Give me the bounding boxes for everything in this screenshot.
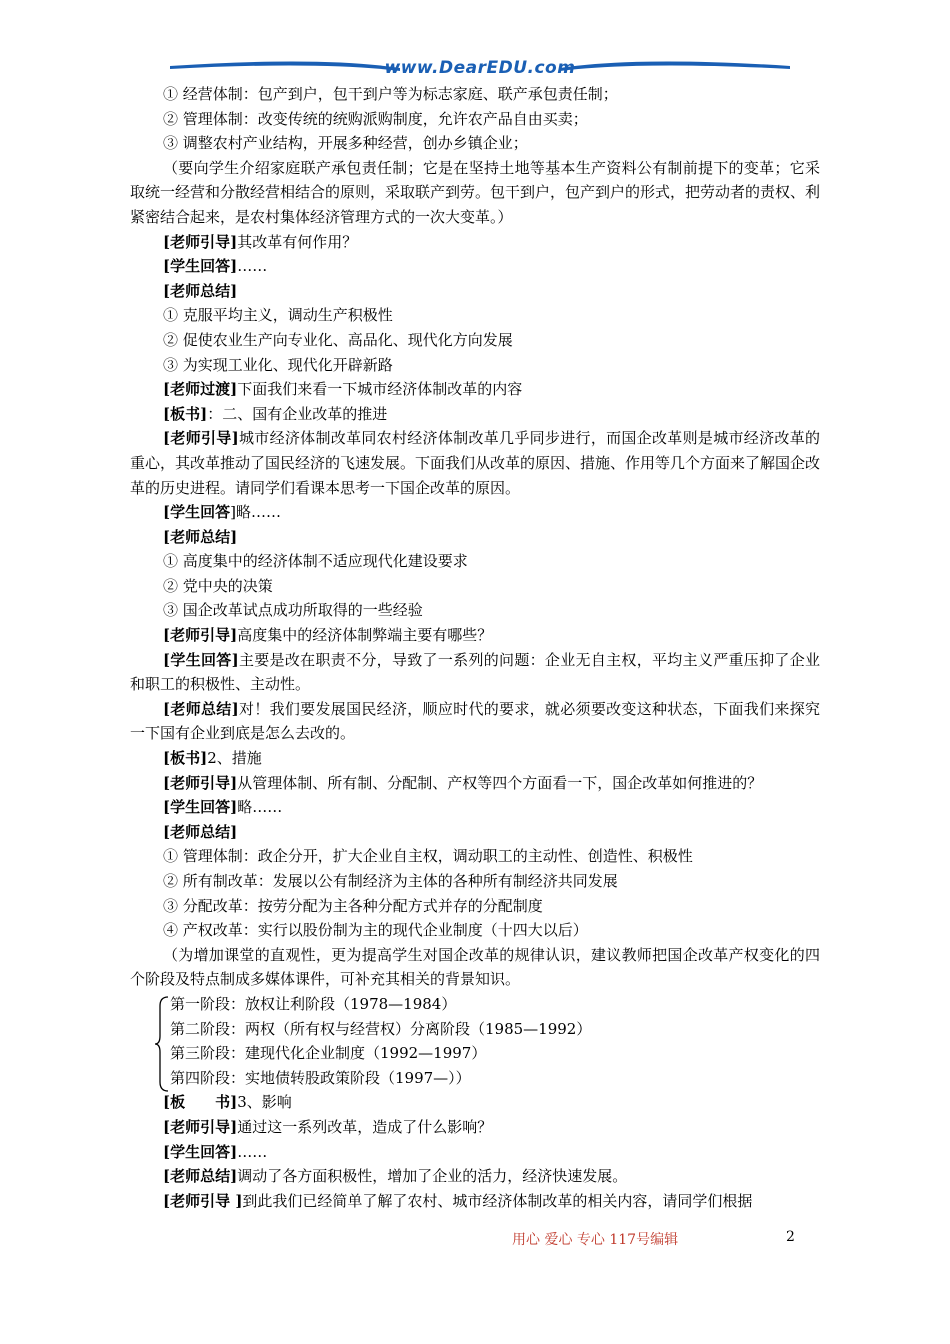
dialogue-line [130, 279, 820, 304]
dialogue-line [130, 697, 820, 746]
role-tag: [老师过渡] [163, 380, 238, 399]
line-text: …… [237, 257, 268, 276]
role-tag: [老师引导 ] [163, 1191, 243, 1210]
line-text: 其改革有何作用？ [237, 232, 358, 251]
role-tag: [老师总结] [163, 527, 238, 546]
list-item: ③ 为实现工业化、现代化开辟新路 [163, 355, 393, 374]
role-tag: [学生回答 [163, 503, 231, 522]
note-paragraph: （为增加课堂的直观性，更为提高学生对国企改革的规律认识，建议教师把国企改革产权变化的四个阶段及特点制成多媒体课件，可补充其相关的背景知识。 [130, 945, 820, 989]
list-item: ② 促使农业生产向专业化、高品化、现代化方向发展 [163, 330, 513, 349]
page-footer [0, 1229, 950, 1251]
role-tag: [老师总结] [163, 822, 238, 841]
line-text: ：二、国有企业改革的推进 [207, 404, 388, 423]
dialogue-line [130, 648, 820, 697]
dialogue-line [130, 623, 820, 648]
dialogue-line [130, 525, 820, 550]
stage-item: 第三阶段：建现代化企业制度（1992—1997） [170, 1044, 487, 1063]
dialogue-line [130, 1164, 820, 1189]
dialogue-line [130, 1090, 820, 1115]
list-item: ④ 产权改革：实行以股份制为主的现代企业制度（十四大以后） [163, 921, 588, 940]
dialogue-line [130, 1189, 820, 1214]
role-tag: [老师总结] [163, 281, 238, 300]
list-item: ③ 分配改革：按劳分配为主各种分配方式并存的分配制度 [163, 896, 543, 915]
page-number: 2 [786, 1229, 795, 1245]
role-tag: [老师引导] [163, 773, 238, 792]
line-text: 略…… [237, 798, 283, 817]
list-item: ② 管理体制：改变传统的统购派购制度，允许农产品自由买卖； [163, 109, 588, 128]
list-item: ③ 调整农村产业结构，开展多种经营，创办乡镇企业； [163, 134, 528, 153]
dialogue-line [130, 771, 820, 796]
line-text: 3、影响 [237, 1093, 292, 1112]
role-tag: [老师引导] [163, 626, 238, 645]
role-tag: [学生回答] [163, 257, 238, 276]
dialogue-line [130, 1115, 820, 1140]
stages-list [130, 992, 820, 1090]
site-logo-text: www.DearEDU.com [384, 58, 576, 78]
role-tag: [学生回答] [163, 1142, 238, 1161]
line-text: ]略…… [230, 503, 281, 522]
footer-slogan: 用心 爱心 专心 117号编辑 [512, 1232, 679, 1248]
stage-item: 第二阶段：两权（所有权与经营权）分离阶段（1985—1992） [170, 1019, 592, 1038]
document-body [130, 82, 820, 1213]
list-item: ③ 国企改革试点成功所取得的一些经验 [163, 601, 423, 620]
line-text: 调动了各方面积极性，增加了企业的活力，经济快速发展。 [237, 1167, 628, 1186]
role-tag: [老师总结] [163, 699, 239, 718]
dialogue-line [130, 426, 820, 500]
dialogue-line [130, 402, 820, 427]
role-tag: [板书] [163, 749, 208, 768]
line-text: 从管理体制、所有制、分配制、产权等四个方面看一下，国企改革如何推进的？ [237, 773, 763, 792]
stage-item: 第一阶段：放权让利阶段（1978—1984） [170, 994, 457, 1013]
line-text: 2、措施 [207, 749, 262, 768]
line-text: 高度集中的经济体制弊端主要有哪些？ [237, 626, 493, 645]
brace-icon [154, 996, 170, 1092]
role-tag: [板书] [163, 404, 208, 423]
line-text: 城市经济体制改革同农村经济体制改革几乎同步进行，而国企改革则是城市经济改革的重心，其改革推动了国民经济的飞速发展。下面我们从改革的原因、措施、作用等几个方面来了解国企改革的历史进程。请同学们看课本思考一下国企改革的原因。 [130, 429, 821, 497]
role-tag: [老师引导] [163, 1117, 238, 1136]
role-tag: [学生回答] [163, 650, 239, 669]
line-text: …… [237, 1142, 268, 1161]
role-tag: [学生回答] [163, 798, 238, 817]
list-item: ② 所有制改革：发展以公有制经济为主体的各种所有制经济共同发展 [163, 872, 618, 890]
dialogue-line [130, 377, 820, 402]
role-tag: [板 书] [163, 1093, 238, 1112]
list-item: ① 经营体制：包产到户，包干到户等为标志家庭、联产承包责任制； [163, 85, 618, 103]
stage-item: 第四阶段：实地债转股政策阶段（1997—）） [170, 1068, 471, 1087]
dialogue-line [130, 820, 820, 845]
role-tag: [老师总结] [163, 1167, 238, 1186]
line-text: 到此我们已经简单了解了农村、城市经济体制改革的相关内容，请同学们根据 [242, 1191, 753, 1210]
dialogue-line [130, 746, 820, 771]
line-text: 对！我们要发展国民经济，顺应时代的要求，就必须要改变这种状态，下面我们来探究一下国有企业到底是怎么去改的。 [130, 699, 820, 743]
dialogue-line [130, 795, 820, 820]
role-tag: [老师引导] [163, 232, 238, 251]
role-tag: [老师引导] [163, 429, 239, 448]
dialogue-line [130, 1140, 820, 1165]
list-item: ① 管理体制：政企分开，扩大企业自主权，调动职工的主动性、创造性、积极性 [163, 847, 693, 866]
list-item: ② 党中央的决策 [163, 576, 273, 595]
note-paragraph: （要向学生介绍家庭联产承包责任制；它是在坚持土地等基本生产资料公有制前提下的变革；它采取统一经营和分散经营相结合的原则，采取联产到劳。包干到户，包产到户的形式，把劳动者的责权、利紧密结合起来，是农村集体经济管理方式的一次大变革。） [130, 158, 821, 226]
list-item: ① 高度集中的经济体制不适应现代化建设要求 [163, 552, 468, 571]
line-text: 下面我们来看一下城市经济体制改革的内容 [237, 380, 523, 399]
dialogue-line [130, 254, 820, 279]
line-text: 主要是改在职责不分，导致了一系列的问题：企业无自主权，平均主义严重压抑了企业和职工的积极性、主动性。 [130, 650, 820, 694]
list-item: ① 克服平均主义，调动生产积极性 [163, 306, 393, 325]
dialogue-line [130, 230, 820, 255]
header-banner [160, 52, 800, 84]
line-text: 通过这一系列改革，造成了什么影响？ [237, 1117, 493, 1136]
dialogue-line [130, 500, 820, 525]
